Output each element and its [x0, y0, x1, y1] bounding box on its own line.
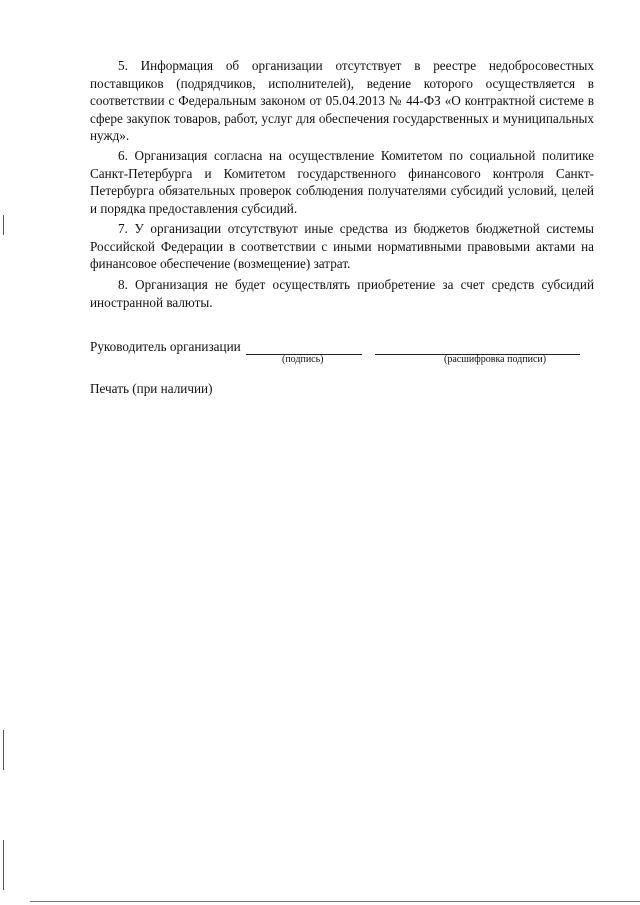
scan-edge-mark	[3, 730, 4, 770]
paragraph-6: 6. Организация согласна на осуществление Комитетом по социальной политике Санкт-Петербурга и Комитетом государственного финансового контроля Санкт-Петербурга обязательных проверок соблюдения получателями субсидий условий, целей и порядка предоставления субсидий.	[90, 148, 594, 216]
paragraph-5: 5. Информация об организации отсутствует в реестре недобросовестных поставщиков (подрядчиков, исполнителей), ведение которого осуществляется в соответствии с Федеральным законом от 05.04.2013 № 44-ФЗ «О контрактной системе в сфере закупок товаров, работ, услуг для обеспечения государственных и муниципальных нужд».	[90, 58, 594, 144]
signature-label: Руководитель организации	[90, 339, 241, 354]
name-caption: (расшифровка подписи)	[444, 354, 547, 365]
signature-caption: (подпись)	[282, 354, 324, 365]
scan-edge-mark	[3, 840, 4, 890]
paragraph-8: 8. Организация не будет осуществлять приобретение за счет средств субсидий иностранной валюты.	[90, 277, 594, 310]
scan-bottom-edge	[30, 901, 640, 902]
scan-edge-mark	[3, 215, 4, 235]
stamp-label: Печать (при наличии)	[90, 381, 213, 396]
paragraph-7: 7. У организации отсутствуют иные средства из бюджетов бюджетной системы Российской Федерации в соответствии с иными нормативными правовыми актами на финансовое обеспечение (возмещение) затрат.	[90, 221, 594, 272]
